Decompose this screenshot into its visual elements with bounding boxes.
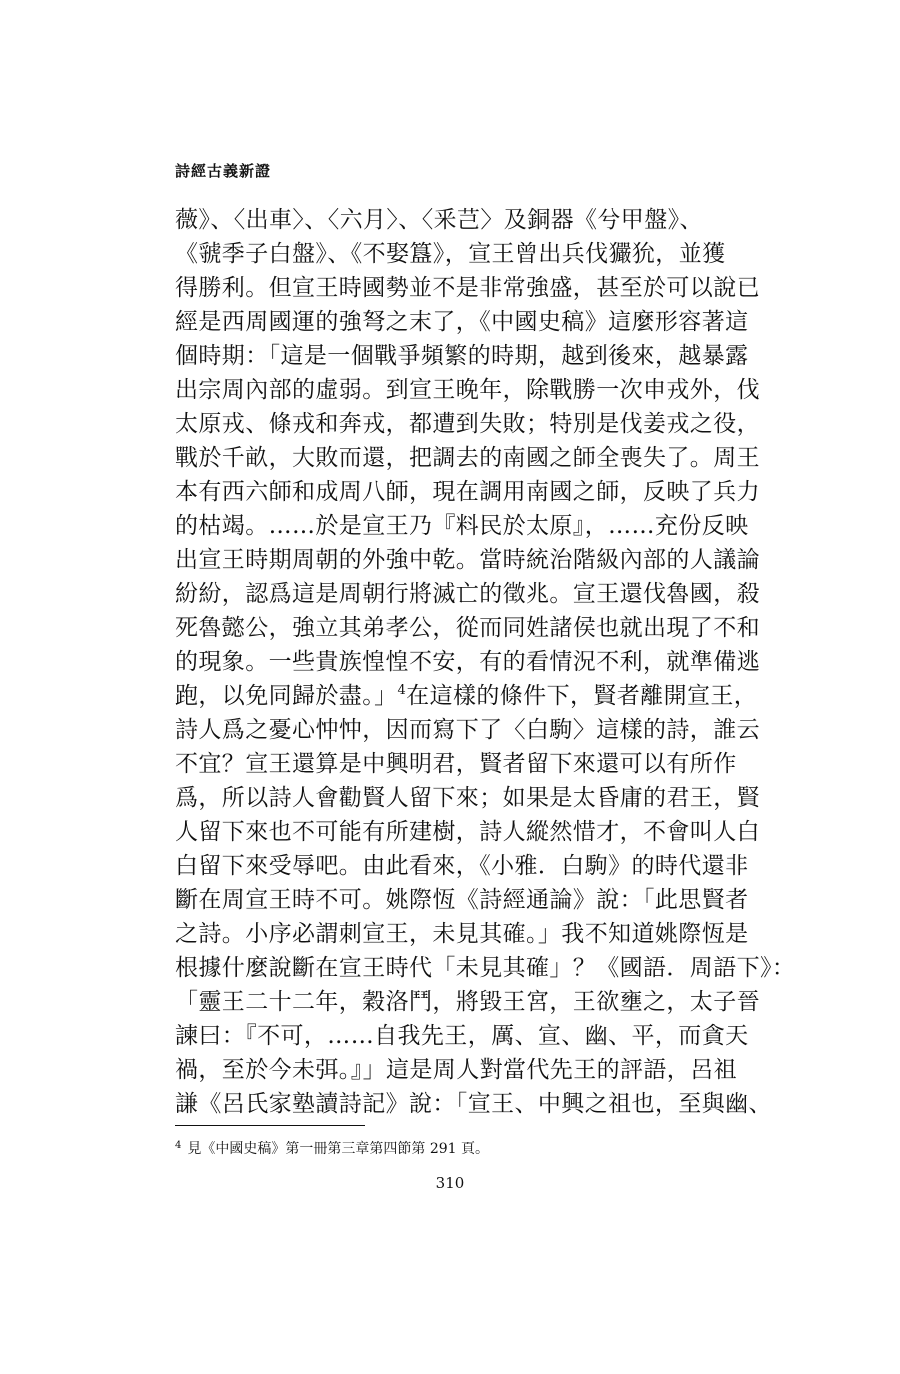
body-line-segment: 跑，以免同歸於盡。」 [175,683,398,709]
body-line: 的枯竭。……於是宣王乃『料民於太原』，……充份反映 [175,513,749,539]
body-line: 出宗周內部的虛弱。到宣王晚年，除戰勝一次申戎外，伐 [175,377,760,403]
body-line: 個時期：「這是一個戰爭頻繁的時期，越到後來，越暴露 [175,343,749,369]
body-line: 斷在周宣王時不可。姚際恆《詩經通論》說：「此思賢者 [175,887,749,913]
footnote-marker: 4 [175,1140,182,1151]
body-line: 死魯懿公，強立其弟孝公，從而同姓諸侯也就出現了不和 [175,615,760,641]
body-line: 諫曰：『不可，……自我先王，厲、宣、幽、平，而貪天 [175,1023,749,1049]
body-line: 不宜？宣王還算是中興明君，賢者留下來還可以有所作 [175,751,737,777]
body-line: 出宣王時期周朝的外強中乾。當時統治階級內部的人議論 [175,547,760,573]
running-head: 詩經古義新證 [175,162,272,180]
body-line: 薇》、〈出車〉、〈六月〉、〈釆芑〉及銅器《兮甲盤》、 [175,207,703,233]
body-line: 禍，至於今未弭。』」這是周人對當代先王的評語，呂祖 [175,1057,737,1083]
body-line: 《虢季子白盤》、《不娶簋》，宣王曾出兵伐玁狁，並獲 [175,241,726,267]
body-line: 得勝利。但宣王時國勢並不是非常強盛，甚至於可以說已 [175,275,760,301]
body-line: 經是西周國運的強弩之末了，《中國史稿》這麼形容著這 [175,309,749,335]
body-line-segment: 在這樣的條件下，賢者離開宣王， [406,683,758,709]
footnote [175,1139,489,1159]
body-line: 本有西六師和成周八師，現在調用南國之師，反映了兵力 [175,479,760,505]
body-line: 詩人爲之憂心忡忡，因而寫下了〈白駒〉這樣的詩，誰云 [175,717,760,743]
body-line: 根據什麼說斷在宣王時代「未見其確」？《國語．周語下》： [175,955,796,981]
body-line: 的現象。一些貴族惶惶不安，有的看情況不利，就準備逃 [175,649,760,675]
body-line: 之詩。小序必謂刺宣王，未見其確。」我不知道姚際恆是 [175,921,749,947]
body-line: 謙《呂氏家塾讀詩記》說：「宣王、中興之祖也，至與幽、 [175,1091,772,1117]
body-line-with-note-ref [175,679,775,713]
page-number: 310 [435,1174,465,1192]
footnote-text: 見《中國史稿》第一冊第三章第四節第 291 頁。 [187,1141,489,1157]
body-line: 白留下來受辱吧。由此看來，《小雅．白駒》的時代還非 [175,853,749,879]
body-text [175,203,796,1121]
body-line: 「靈王二十二年，穀洛鬥，將毀王宮，王欲壅之，太子晉 [175,989,760,1015]
body-line: 爲，所以詩人會勸賢人留下來；如果是太昏庸的君王，賢 [175,785,760,811]
footnote-reference: 4 [397,683,407,698]
body-line: 人留下來也不可能有所建樹，詩人縱然惜才，不會叫人白 [175,819,760,845]
body-line: 戰於千畝，大敗而還，把調去的南國之師全喪失了。周王 [175,445,760,471]
body-line: 紛紛，認爲這是周朝行將滅亡的徵兆。宣王還伐魯國，殺 [175,581,760,607]
footnote-divider [175,1125,365,1126]
body-line: 太原戎、條戎和奔戎，都遭到失敗；特別是伐姜戎之役， [175,411,760,437]
